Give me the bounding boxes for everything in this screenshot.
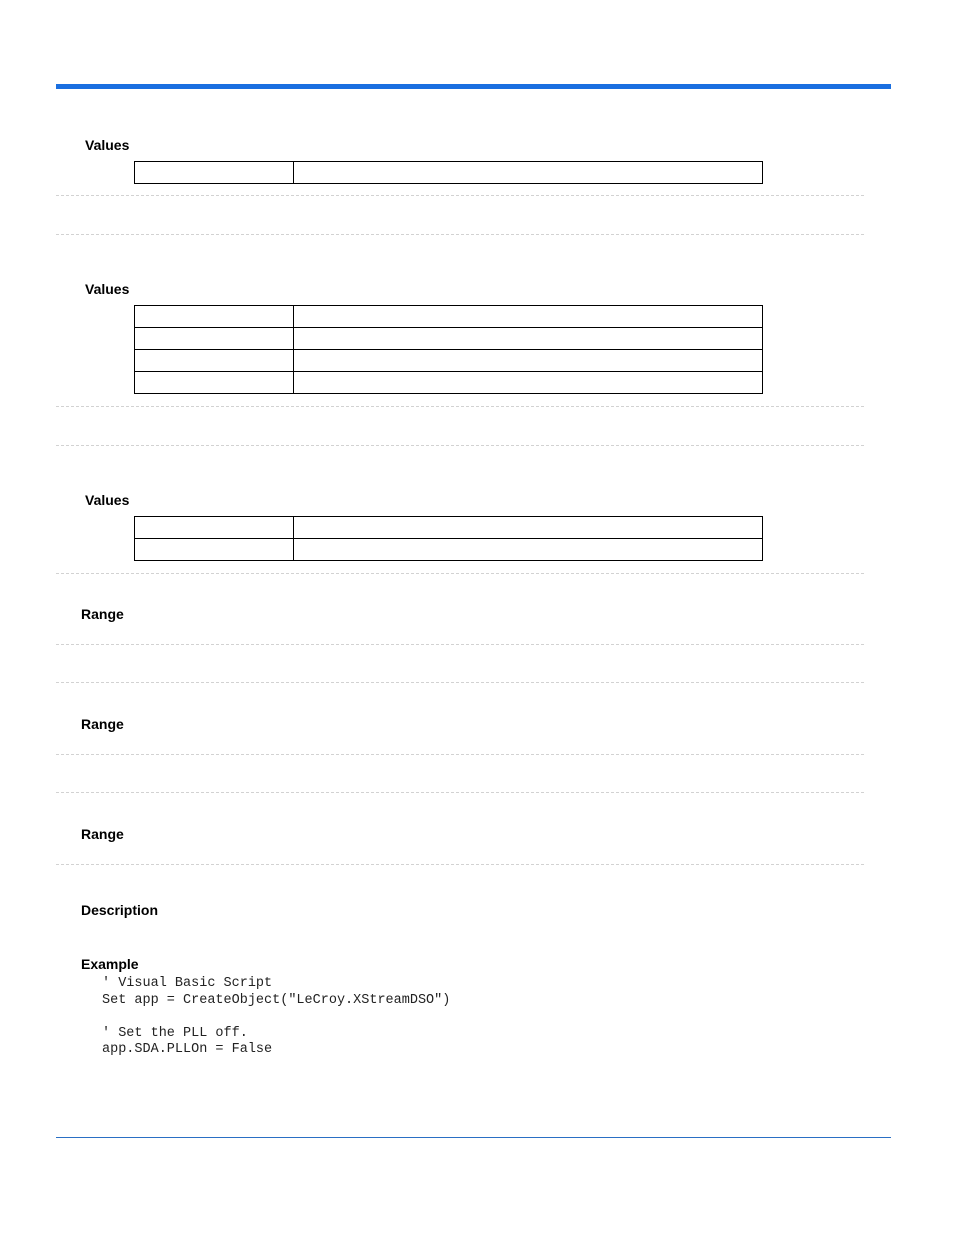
section-divider: [56, 644, 864, 645]
range-heading-3: Range: [81, 826, 124, 842]
values-table-1: [134, 161, 763, 184]
section-divider: [56, 754, 864, 755]
code-line: ' Visual Basic Script: [102, 976, 273, 991]
section-divider: [56, 864, 864, 865]
section-divider: [56, 406, 864, 407]
footer-rule: [56, 1137, 891, 1138]
code-line: Set app = CreateObject("LeCroy.XStreamDSO"): [102, 992, 451, 1008]
table-row: [135, 539, 763, 561]
section-divider: [56, 445, 864, 446]
values-table-3: [134, 516, 763, 561]
table-row: [135, 372, 763, 394]
section-divider: [56, 682, 864, 683]
section-divider: [56, 573, 864, 574]
values-heading-3: Values: [85, 492, 130, 508]
values-heading-1: Values: [85, 137, 130, 153]
example-heading: Example: [81, 956, 139, 972]
range-heading-1: Range: [81, 606, 124, 622]
table-row: [135, 306, 763, 328]
range-heading-2: Range: [81, 716, 124, 732]
table-row: [135, 328, 763, 350]
table-row: [135, 350, 763, 372]
values-table-2: [134, 305, 763, 394]
code-line: [102, 1009, 450, 1026]
code-line: app.SDA.PLLOn = False: [102, 1042, 273, 1057]
section-divider: [56, 195, 864, 196]
code-line: ' Set the PLL off.: [102, 1025, 248, 1041]
values-heading-2: Values: [85, 281, 130, 297]
section-divider: [56, 792, 864, 793]
example-code-block: [102, 976, 450, 1059]
table-row: [135, 517, 763, 539]
section-divider: [56, 234, 864, 235]
header-rule: [56, 84, 891, 89]
table-row: [135, 162, 763, 184]
description-heading: Description: [81, 902, 159, 918]
